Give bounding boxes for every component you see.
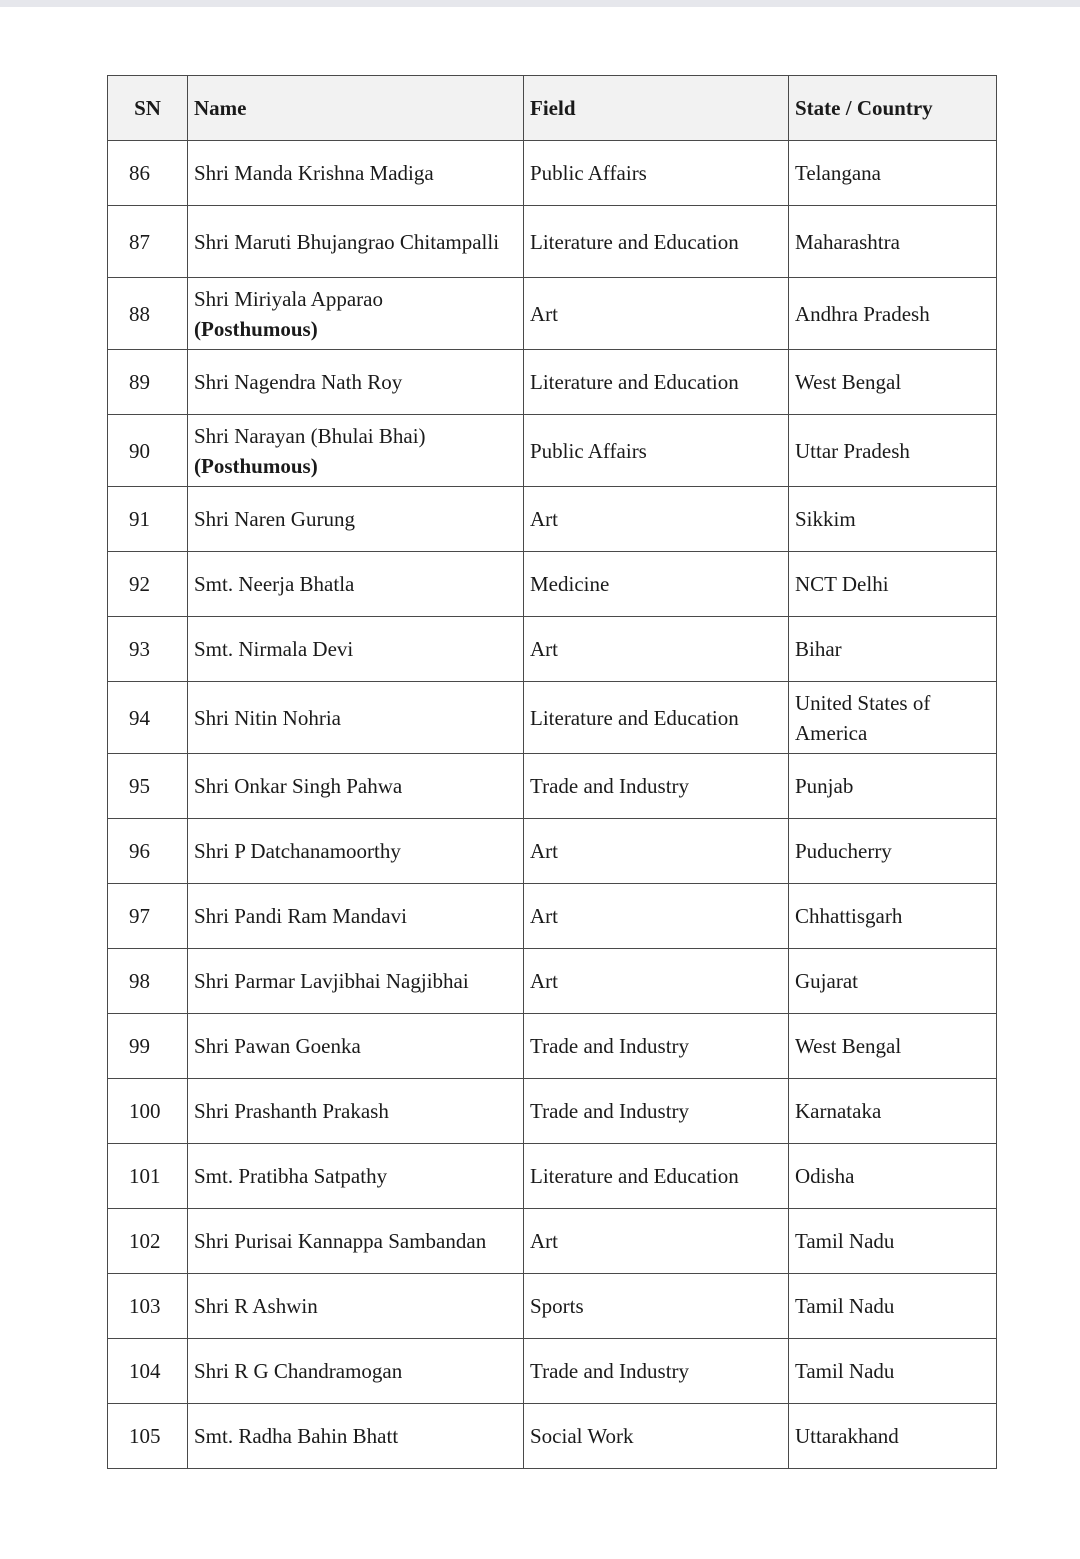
- header-state-country: State / Country: [789, 76, 997, 141]
- cell-field: Trade and Industry: [524, 754, 789, 819]
- awardee-name: Shri Pandi Ram Mandavi: [194, 904, 407, 928]
- cell-name: [188, 1404, 524, 1469]
- table-row: [108, 350, 997, 415]
- cell-sn: 86: [108, 141, 188, 206]
- cell-sn: 105: [108, 1404, 188, 1469]
- cell-state-country: Tamil Nadu: [789, 1274, 997, 1339]
- cell-sn: 99: [108, 1014, 188, 1079]
- cell-name: [188, 552, 524, 617]
- table-row: [108, 1339, 997, 1404]
- awardee-name: Shri P Datchanamoorthy: [194, 839, 401, 863]
- cell-field: Social Work: [524, 1404, 789, 1469]
- table-row: [108, 884, 997, 949]
- table-row: [108, 487, 997, 552]
- awardee-name: Smt. Radha Bahin Bhatt: [194, 1424, 399, 1448]
- awardee-name: Shri Parmar Lavjibhai Nagjibhai: [194, 969, 469, 993]
- cell-field: Literature and Education: [524, 682, 789, 754]
- cell-name: [188, 754, 524, 819]
- cell-sn: 90: [108, 415, 188, 487]
- cell-sn: 97: [108, 884, 188, 949]
- cell-name: [188, 949, 524, 1014]
- cell-name: [188, 487, 524, 552]
- cell-name: [188, 884, 524, 949]
- table-header: [108, 76, 997, 141]
- header-row: [108, 76, 997, 141]
- cell-state-country: Bihar: [789, 617, 997, 682]
- awardee-name: Shri Onkar Singh Pahwa: [194, 774, 403, 798]
- awardee-name: Shri Pawan Goenka: [194, 1034, 361, 1058]
- header-field: Field: [524, 76, 789, 141]
- table-row: [108, 949, 997, 1014]
- cell-sn: 91: [108, 487, 188, 552]
- cell-sn: 89: [108, 350, 188, 415]
- cell-state-country: NCT Delhi: [789, 552, 997, 617]
- cell-field: Art: [524, 487, 789, 552]
- table-row: [108, 1144, 997, 1209]
- awardee-name: Shri Narayan (Bhulai Bhai): [194, 423, 426, 448]
- table-row: [108, 682, 997, 754]
- cell-field: Trade and Industry: [524, 1079, 789, 1144]
- header-sn: SN: [108, 76, 188, 141]
- cell-field: Public Affairs: [524, 415, 789, 487]
- table-row: [108, 1274, 997, 1339]
- cell-sn: 95: [108, 754, 188, 819]
- top-strip: [0, 0, 1080, 7]
- cell-sn: 102: [108, 1209, 188, 1274]
- cell-name: [188, 1079, 524, 1144]
- cell-sn: 94: [108, 682, 188, 754]
- awardee-name: Shri Purisai Kannappa Sambandan: [194, 1229, 487, 1253]
- cell-field: Trade and Industry: [524, 1339, 789, 1404]
- cell-field: Art: [524, 884, 789, 949]
- cell-state-country: Puducherry: [789, 819, 997, 884]
- cell-name: [188, 819, 524, 884]
- cell-field: Public Affairs: [524, 141, 789, 206]
- awardee-name: Shri Naren Gurung: [194, 507, 355, 531]
- cell-state-country: Karnataka: [789, 1079, 997, 1144]
- table-row: [108, 206, 997, 278]
- cell-name: [188, 206, 524, 278]
- cell-name: [188, 141, 524, 206]
- cell-sn: 104: [108, 1339, 188, 1404]
- cell-sn: 96: [108, 819, 188, 884]
- cell-field: Art: [524, 278, 789, 350]
- posthumous-note: (Posthumous): [194, 316, 318, 341]
- cell-state-country: Maharashtra: [789, 206, 997, 278]
- table-row: [108, 617, 997, 682]
- cell-state-country: Andhra Pradesh: [789, 278, 997, 350]
- cell-name: [188, 1209, 524, 1274]
- awardee-name: Smt. Pratibha Satpathy: [194, 1164, 388, 1188]
- awardee-name: Shri R Ashwin: [194, 1294, 318, 1318]
- cell-field: Literature and Education: [524, 1144, 789, 1209]
- table-row: [108, 1404, 997, 1469]
- posthumous-note: (Posthumous): [194, 453, 318, 478]
- awardee-name: Shri Miriyala Apparao: [194, 286, 383, 311]
- cell-state-country: Punjab: [789, 754, 997, 819]
- awardee-name: Shri Prashanth Prakash: [194, 1099, 389, 1123]
- table-row: [108, 552, 997, 617]
- cell-sn: 103: [108, 1274, 188, 1339]
- cell-state-country: Sikkim: [789, 487, 997, 552]
- cell-sn: 88: [108, 278, 188, 350]
- cell-sn: 93: [108, 617, 188, 682]
- cell-state-country: United States of America: [789, 682, 997, 754]
- table-row: [108, 415, 997, 487]
- table-body: [108, 141, 997, 1469]
- cell-name: [188, 415, 524, 487]
- header-name: Name: [188, 76, 524, 141]
- awardee-name: Smt. Neerja Bhatla: [194, 572, 355, 596]
- cell-sn: 87: [108, 206, 188, 278]
- cell-field: Literature and Education: [524, 206, 789, 278]
- cell-state-country: West Bengal: [789, 350, 997, 415]
- cell-name: [188, 617, 524, 682]
- cell-state-country: Telangana: [789, 141, 997, 206]
- cell-field: Literature and Education: [524, 350, 789, 415]
- cell-state-country: Chhattisgarh: [789, 884, 997, 949]
- awardee-name: Shri Nagendra Nath Roy: [194, 370, 403, 394]
- awardee-name: Shri Manda Krishna Madiga: [194, 161, 434, 185]
- cell-state-country: Odisha: [789, 1144, 997, 1209]
- cell-name: [188, 1014, 524, 1079]
- cell-field: Art: [524, 819, 789, 884]
- cell-name: [188, 1274, 524, 1339]
- cell-sn: 101: [108, 1144, 188, 1209]
- awardee-name: Shri Nitin Nohria: [194, 705, 341, 730]
- cell-name: [188, 1339, 524, 1404]
- table-row: [108, 819, 997, 884]
- table-row: [108, 1014, 997, 1079]
- cell-field: Trade and Industry: [524, 1014, 789, 1079]
- table-row: [108, 754, 997, 819]
- cell-sn: 98: [108, 949, 188, 1014]
- cell-name: [188, 278, 524, 350]
- awardee-name: Smt. Nirmala Devi: [194, 637, 354, 661]
- table-row: [108, 141, 997, 206]
- cell-field: Art: [524, 1209, 789, 1274]
- cell-field: Medicine: [524, 552, 789, 617]
- cell-state-country: Uttarakhand: [789, 1404, 997, 1469]
- cell-state-country: Tamil Nadu: [789, 1339, 997, 1404]
- cell-name: [188, 350, 524, 415]
- cell-field: Art: [524, 949, 789, 1014]
- cell-field: Art: [524, 617, 789, 682]
- cell-sn: 92: [108, 552, 188, 617]
- cell-state-country: Tamil Nadu: [789, 1209, 997, 1274]
- table-row: [108, 1079, 997, 1144]
- cell-field: Sports: [524, 1274, 789, 1339]
- awardees-table: [107, 75, 997, 1469]
- table-row: [108, 278, 997, 350]
- table-row: [108, 1209, 997, 1274]
- cell-name: [188, 682, 524, 754]
- cell-name: [188, 1144, 524, 1209]
- cell-state-country: West Bengal: [789, 1014, 997, 1079]
- awardee-name: Shri Maruti Bhujangrao Chitampalli: [194, 229, 500, 254]
- cell-sn: 100: [108, 1079, 188, 1144]
- cell-state-country: Uttar Pradesh: [789, 415, 997, 487]
- cell-state-country: Gujarat: [789, 949, 997, 1014]
- awardee-name: Shri R G Chandramogan: [194, 1359, 403, 1383]
